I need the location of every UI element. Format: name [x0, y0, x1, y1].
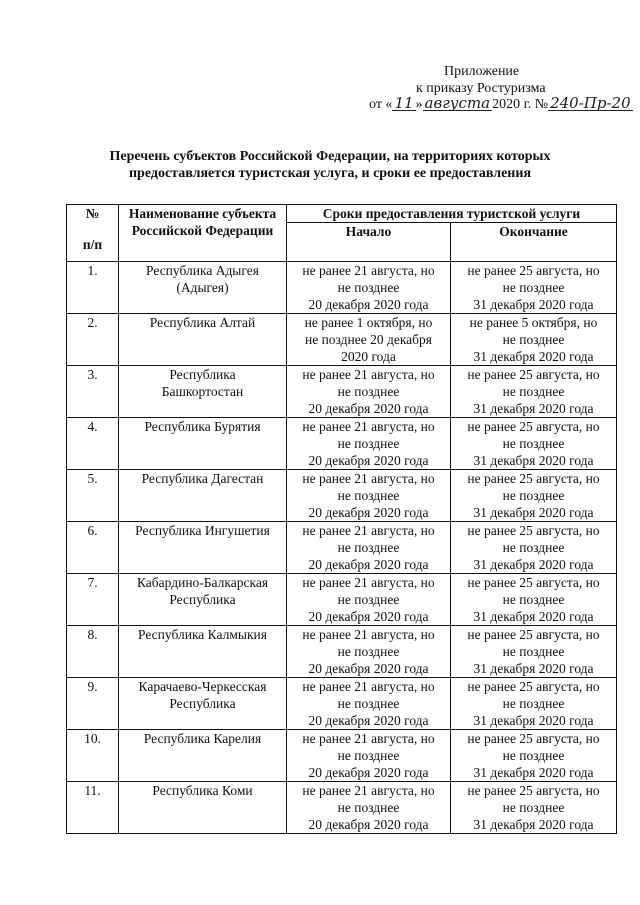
row-start	[287, 730, 451, 782]
cell-text-line: 20 декабря 2020 года	[308, 557, 429, 572]
row-name	[119, 782, 287, 834]
cell-text-line: не ранее 21 августа, но	[302, 419, 435, 434]
table-row	[67, 574, 617, 626]
cell-text-line: Республика	[169, 696, 236, 711]
table-row	[67, 522, 617, 574]
cell-text-line: не ранее 21 августа, но	[302, 731, 435, 746]
cell-text-line: Республика Бурятия	[144, 419, 261, 434]
cell-text-line: не позднее	[502, 592, 565, 607]
date-month-handwritten: августа	[424, 94, 491, 112]
cell-text-line: не позднее	[337, 644, 400, 659]
cell-text-line: не позднее	[337, 748, 400, 763]
table-row	[67, 730, 617, 782]
table-row	[67, 678, 617, 730]
cell-text-line: не позднее	[502, 644, 565, 659]
row-end	[451, 626, 617, 678]
cell-text-line: не позднее	[502, 540, 565, 555]
cell-text-line: не позднее	[337, 384, 400, 399]
row-name	[119, 574, 287, 626]
cell-text-line: не ранее 21 августа, но	[302, 627, 435, 642]
header-num: № п/п	[67, 205, 119, 262]
row-number: 5.	[67, 470, 119, 522]
table-row	[67, 418, 617, 470]
row-name	[119, 522, 287, 574]
cell-text-line: 20 декабря 2020 года	[308, 505, 429, 520]
table-row	[67, 782, 617, 834]
document-header	[0, 0, 640, 130]
table-row	[67, 262, 617, 314]
row-start	[287, 470, 451, 522]
row-number: 8.	[67, 626, 119, 678]
row-start	[287, 782, 451, 834]
row-name	[119, 366, 287, 418]
row-number: 7.	[67, 574, 119, 626]
cell-text-line: не ранее 25 августа, но	[467, 367, 600, 382]
date-year: 2020 г. №	[492, 97, 549, 112]
row-name	[119, 314, 287, 366]
cell-text-line: Республика Адыгея	[146, 263, 259, 278]
cell-text-line: не ранее 25 августа, но	[467, 731, 600, 746]
cell-text-line: не ранее 21 августа, но	[302, 471, 435, 486]
row-end	[451, 470, 617, 522]
cell-text-line: не позднее	[337, 800, 400, 815]
cell-text-line: не ранее 1 октября, но	[304, 315, 433, 330]
cell-text-line: Республика	[169, 367, 236, 382]
row-start	[287, 418, 451, 470]
row-end	[451, 782, 617, 834]
cell-text-line: не позднее	[502, 332, 565, 347]
row-end	[451, 366, 617, 418]
order-number-handwritten: 240-Пр-20	[550, 94, 631, 112]
cell-text-line: не позднее	[502, 436, 565, 451]
cell-text-line: Республика Ингушетия	[135, 523, 270, 538]
cell-text-line: 20 декабря 2020 года	[308, 297, 429, 312]
order-label: к приказу Ростуризма	[416, 81, 546, 96]
cell-text-line: 20 декабря 2020 года	[308, 713, 429, 728]
cell-text-line: (Адыгея)	[176, 280, 229, 295]
row-end	[451, 730, 617, 782]
date-day-handwritten: 11	[394, 94, 414, 112]
cell-text-line: 31 декабря 2020 года	[473, 765, 594, 780]
row-name	[119, 418, 287, 470]
cell-text-line: не ранее 25 августа, но	[467, 783, 600, 798]
cell-text-line: Кабардино-Балкарская	[136, 575, 269, 590]
cell-text-line: не ранее 25 августа, но	[467, 523, 600, 538]
row-start	[287, 522, 451, 574]
row-start	[287, 678, 451, 730]
row-name	[119, 730, 287, 782]
header-end: Окончание	[451, 223, 617, 262]
cell-text-line: не позднее	[337, 592, 400, 607]
cell-text-line: 2020 года	[341, 349, 396, 364]
row-name	[119, 626, 287, 678]
order-date-line	[369, 96, 633, 113]
row-name	[119, 470, 287, 522]
row-end	[451, 522, 617, 574]
cell-text-line: не позднее	[502, 696, 565, 711]
cell-text-line: не позднее	[502, 800, 565, 815]
cell-text-line: не ранее 21 августа, но	[302, 523, 435, 538]
row-number: 1.	[67, 262, 119, 314]
cell-text-line: не ранее 21 августа, но	[302, 783, 435, 798]
row-start	[287, 574, 451, 626]
row-end	[451, 314, 617, 366]
header-period: Сроки предоставления туристской услуги	[287, 205, 617, 223]
header-start: Начало	[287, 223, 451, 262]
cell-text-line: не позднее	[337, 436, 400, 451]
cell-text-line: не позднее	[337, 280, 400, 295]
cell-text-line: 31 декабря 2020 года	[473, 401, 594, 416]
cell-text-line: не ранее 21 августа, но	[302, 679, 435, 694]
cell-text-line: не ранее 25 августа, но	[467, 627, 600, 642]
cell-text-line: не ранее 21 августа, но	[302, 575, 435, 590]
cell-text-line: не позднее	[337, 696, 400, 711]
cell-text-line: 31 декабря 2020 года	[473, 817, 594, 832]
row-number: 11.	[67, 782, 119, 834]
cell-text-line: Республика Калмыкия	[138, 627, 267, 642]
date-mid: »	[415, 97, 423, 112]
cell-text-line: 20 декабря 2020 года	[308, 765, 429, 780]
cell-text-line: 31 декабря 2020 года	[473, 453, 594, 468]
cell-text-line: Республика Алтай	[149, 315, 256, 330]
cell-text-line: 20 декабря 2020 года	[308, 453, 429, 468]
cell-text-line: 20 декабря 2020 года	[308, 401, 429, 416]
cell-text-line: не позднее	[502, 384, 565, 399]
regions-table	[66, 204, 617, 834]
cell-text-line: не ранее 25 августа, но	[467, 471, 600, 486]
table-row	[67, 366, 617, 418]
row-name	[119, 678, 287, 730]
cell-text-line: не позднее	[502, 488, 565, 503]
row-number: 4.	[67, 418, 119, 470]
appendix-label: Приложение	[444, 64, 520, 79]
cell-text-line: 31 декабря 2020 года	[473, 609, 594, 624]
cell-text-line: не позднее	[502, 748, 565, 763]
cell-text-line: Республика	[169, 592, 236, 607]
cell-text-line: 31 декабря 2020 года	[473, 349, 594, 364]
row-number: 3.	[67, 366, 119, 418]
cell-text-line: не ранее 21 августа, но	[302, 263, 435, 278]
cell-text-line: не ранее 5 октября, но	[469, 315, 598, 330]
row-start	[287, 626, 451, 678]
row-start	[287, 314, 451, 366]
cell-text-line: 31 декабря 2020 года	[473, 297, 594, 312]
cell-text-line: не ранее 21 августа, но	[302, 367, 435, 382]
cell-text-line: не ранее 25 августа, но	[467, 419, 600, 434]
cell-text-line: не позднее	[337, 540, 400, 555]
header-name: Наименование субъекта Российской Федерации	[119, 205, 287, 262]
title-line-1: Перечень субъектов Российской Федерации, на территориях которых	[109, 149, 551, 164]
cell-text-line: 31 декабря 2020 года	[473, 557, 594, 572]
cell-text-line: Карачаево-Черкесская	[138, 679, 267, 694]
cell-text-line: 31 декабря 2020 года	[473, 505, 594, 520]
row-number: 2.	[67, 314, 119, 366]
cell-text-line: Башкортостан	[161, 384, 244, 399]
cell-text-line: не ранее 25 августа, но	[467, 575, 600, 590]
row-start	[287, 366, 451, 418]
cell-text-line: 31 декабря 2020 года	[473, 713, 594, 728]
row-number: 10.	[67, 730, 119, 782]
cell-text-line: Республика Дагестан	[141, 471, 264, 486]
cell-text-line: не ранее 25 августа, но	[467, 263, 600, 278]
table-row	[67, 470, 617, 522]
row-name	[119, 262, 287, 314]
cell-text-line: 20 декабря 2020 года	[308, 817, 429, 832]
row-end	[451, 418, 617, 470]
cell-text-line: не позднее	[337, 488, 400, 503]
document-title	[60, 148, 600, 182]
cell-text-line: Республика Коми	[152, 783, 253, 798]
cell-text-line: 20 декабря 2020 года	[308, 661, 429, 676]
row-number: 9.	[67, 678, 119, 730]
cell-text-line: не позднее	[502, 280, 565, 295]
cell-text-line: не ранее 25 августа, но	[467, 679, 600, 694]
cell-text-line: Республика Карелия	[143, 731, 262, 746]
cell-text-line: не позднее 20 декабря	[304, 332, 433, 347]
title-line-2: предоставляется туристская услуга, и сроки ее предоставления	[128, 166, 532, 181]
cell-text-line: 20 декабря 2020 года	[308, 609, 429, 624]
table-row	[67, 626, 617, 678]
row-start	[287, 262, 451, 314]
row-end	[451, 262, 617, 314]
row-end	[451, 574, 617, 626]
table-row	[67, 314, 617, 366]
row-number: 6.	[67, 522, 119, 574]
cell-text-line: 31 декабря 2020 года	[473, 661, 594, 676]
date-prefix: от «	[369, 97, 393, 112]
row-end	[451, 678, 617, 730]
table-body	[67, 262, 617, 834]
